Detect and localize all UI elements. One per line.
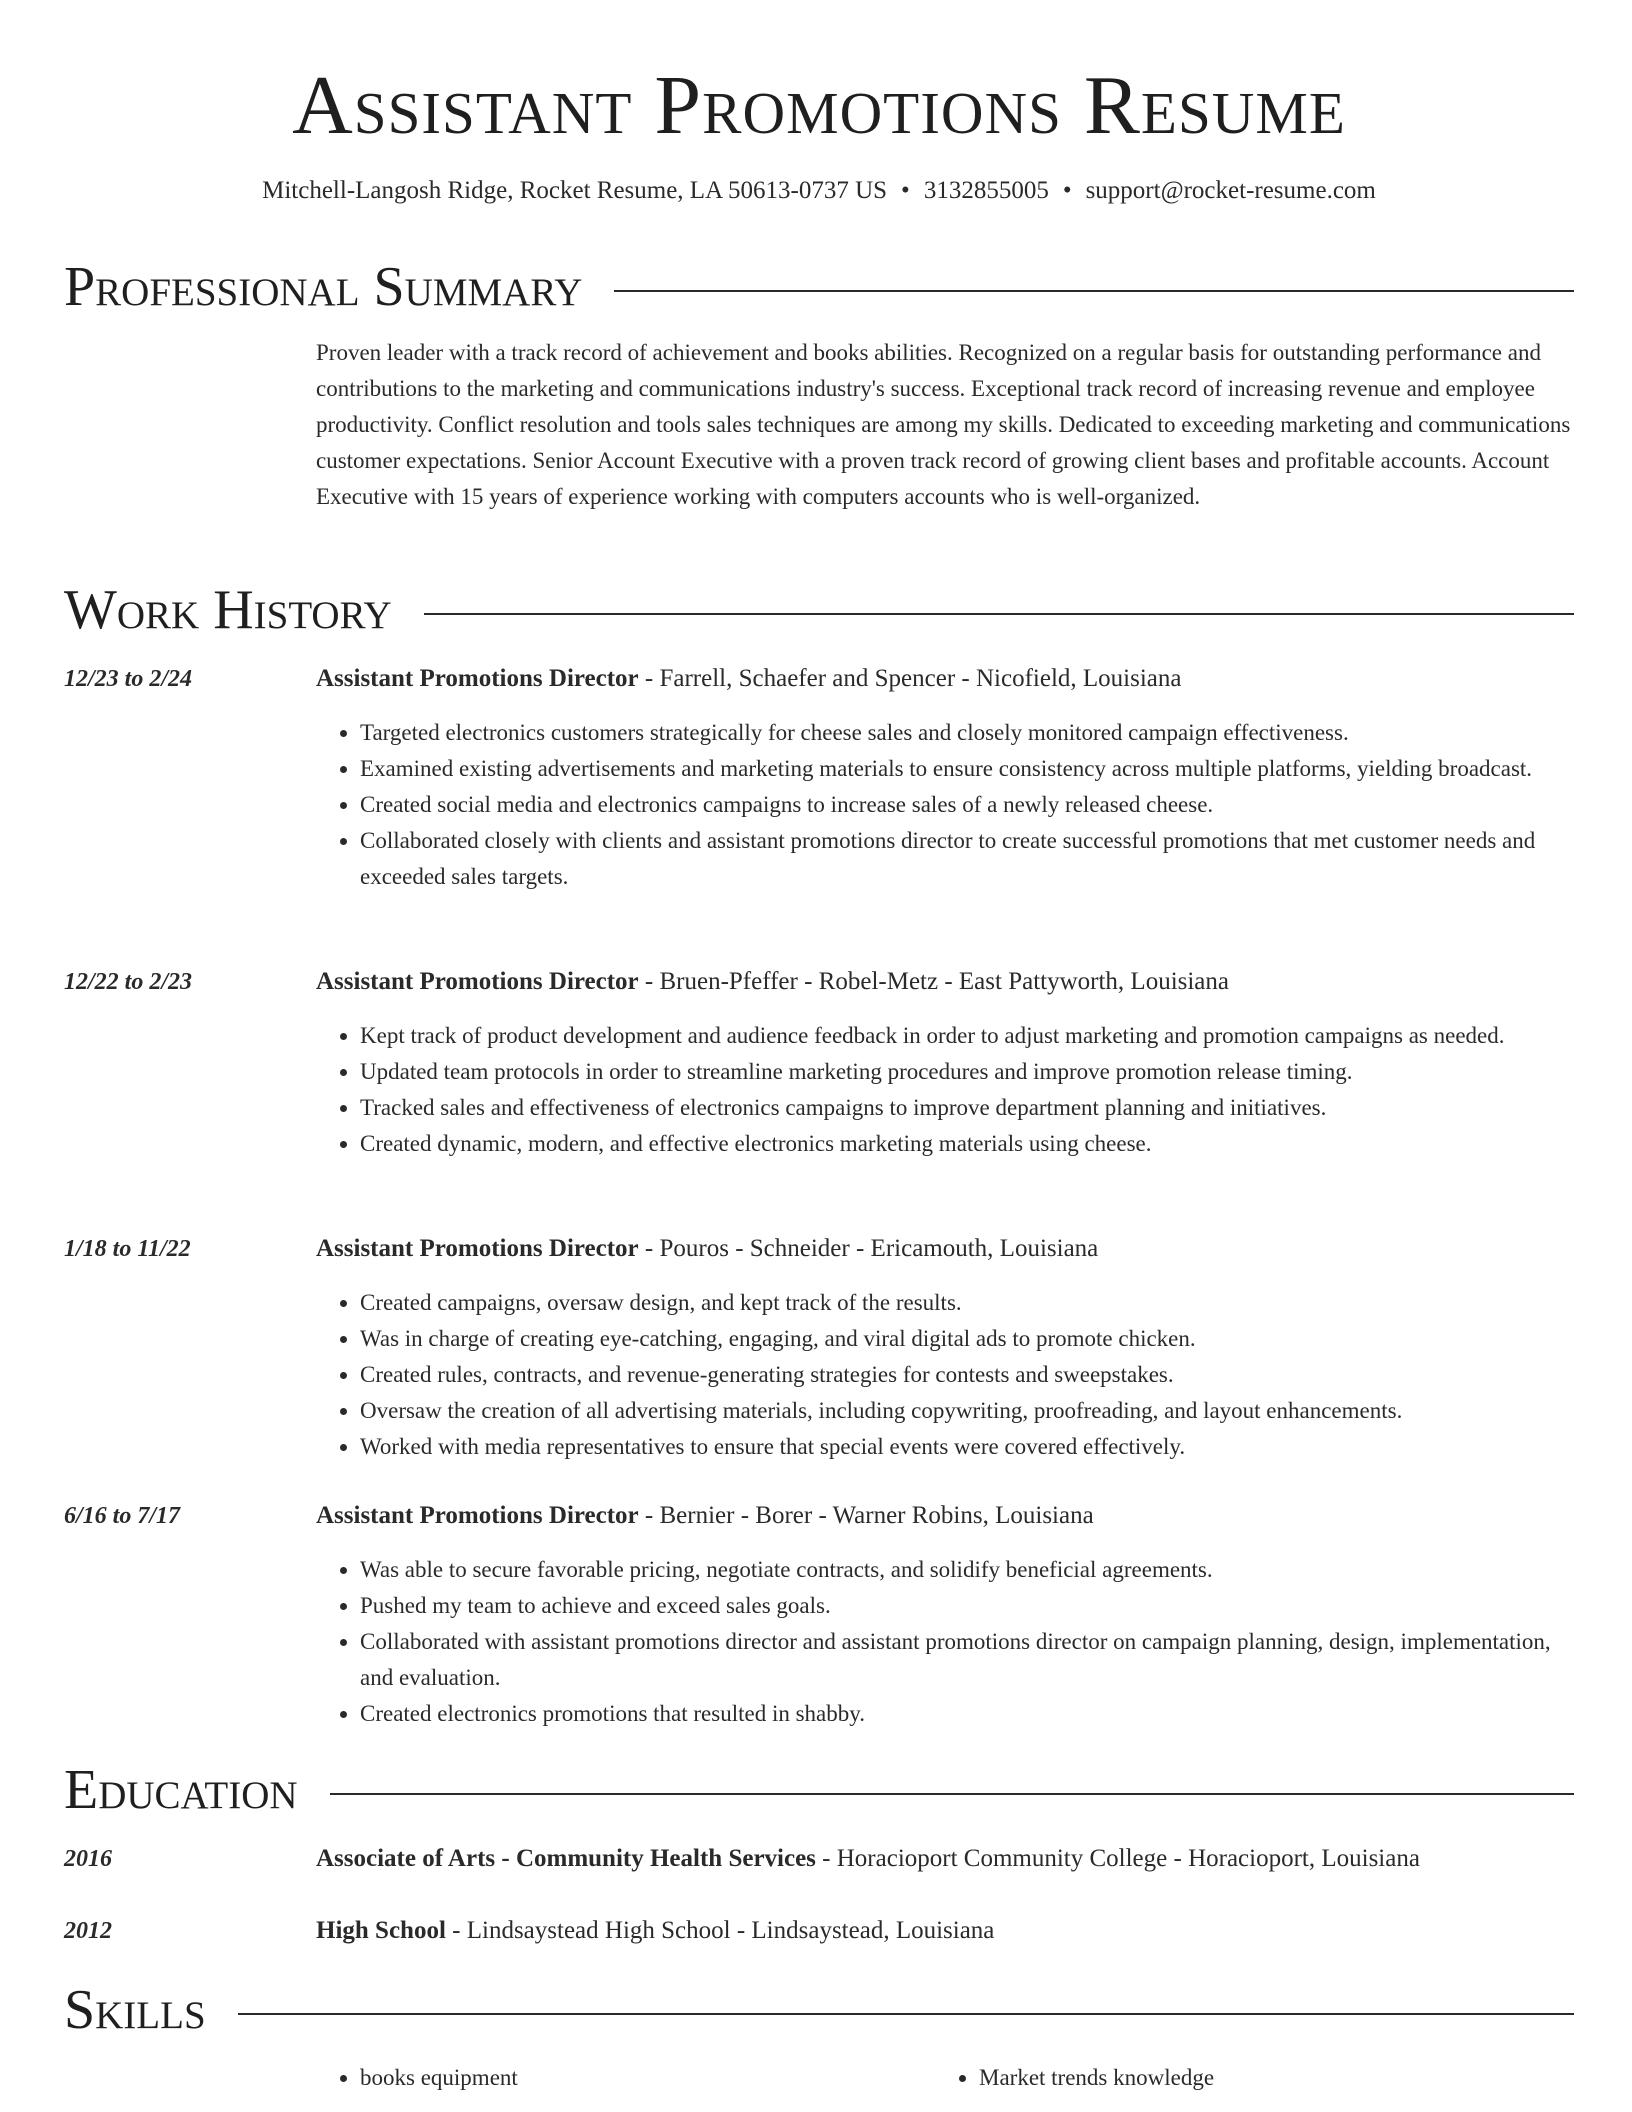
- skills-column-right: [935, 2060, 1554, 2096]
- job-details: - Bruen-Pfeffer - Robel-Metz - East Pattyworth, Louisiana: [638, 968, 1230, 995]
- job-line: [316, 1231, 1574, 1267]
- list-item: • Created campaigns, oversaw design, and kept track of the results.: [360, 1285, 1574, 1321]
- list-item: • Created social media and electronics campaigns to increase sales of a newly released cheese.: [360, 787, 1574, 823]
- summary-heading: Professional Summary: [64, 256, 583, 318]
- list-item: • Created dynamic, modern, and effective electronics marketing materials using cheese.: [360, 1126, 1574, 1162]
- list-item: • Pushed my team to achieve and exceed sales goals.: [360, 1588, 1574, 1624]
- list-item: • Was in charge of creating eye-catching, engaging, and viral digital ads to promote chicken.: [360, 1321, 1574, 1357]
- contact-separator: •: [1062, 177, 1072, 204]
- job-dates: 1/18 to 11/22: [64, 1236, 191, 1262]
- job-entry: [316, 1498, 1574, 1732]
- section-rule: [614, 290, 1574, 292]
- job-bullets: [316, 715, 1574, 895]
- list-item: • Created electronics promotions that resulted in shabby.: [360, 1696, 1574, 1732]
- list-item: • Tracked sales and effectiveness of electronics campaigns to improve department planning and initiatives.: [360, 1090, 1574, 1126]
- education-line: [316, 1913, 1574, 1949]
- list-item: • Collaborated with assistant promotions director and assistant promotions director on campaign planning, design, implementation, and evaluation.: [360, 1624, 1574, 1696]
- section-rule: [238, 2013, 1574, 2015]
- resume-title: Assistant Promotions Resume: [292, 59, 1346, 152]
- list-item: • Collaborated closely with clients and assistant promotions director to create successful promotions that met customer needs and exceeded sales targets.: [360, 823, 1574, 895]
- list-item: • Targeted electronics customers strategically for cheese sales and closely monitored campaign effectiveness.: [360, 715, 1574, 751]
- education-details: - Horacioport Community College - Horacioport, Louisiana: [815, 1845, 1420, 1872]
- section-heading-summary: [64, 257, 1574, 317]
- list-item: • Worked with media representatives to ensure that special events were covered effectively.: [360, 1429, 1574, 1465]
- job-bullets: [316, 1018, 1574, 1162]
- education-line: [316, 1841, 1574, 1877]
- job-details: - Pouros - Schneider - Ericamouth, Louisiana: [638, 1235, 1099, 1262]
- list-item: • Was able to secure favorable pricing, negotiate contracts, and solidify beneficial agreements.: [360, 1552, 1574, 1588]
- education-entry: [316, 1841, 1574, 1877]
- contact-line: [64, 173, 1574, 209]
- job-title: Assistant Promotions Director: [316, 968, 639, 995]
- job-entry: [316, 1231, 1574, 1465]
- list-item: • Kept track of product development and audience feedback in order to adjust marketing and promotion campaigns as needed.: [360, 1018, 1574, 1054]
- summary-block: [316, 335, 1574, 515]
- section-heading-work: [64, 580, 1574, 640]
- job-line: [316, 661, 1574, 697]
- education-year: 2016: [64, 1846, 112, 1872]
- summary-text: Proven leader with a track record of achievement and books abilities. Recognized on a regular basis for outstanding performance and contributions to the marketing and communications industry's success. Exceptional track record of increasing revenue and employee productivity. Conflict resolution and tools sales techniques are among my skills. Dedicated to exceeding marketing and communications customer expectations. Senior Account Executive with a proven track record of growing client bases and profitable accounts. Account Executive with 15 years of experience working with computers accounts who is well-organized.: [316, 340, 1571, 509]
- job-dates: 12/22 to 2/23: [64, 969, 193, 995]
- contact-phone: 3132855005: [923, 177, 1049, 204]
- section-heading-skills: [64, 1980, 1574, 2040]
- job-entry: [316, 964, 1574, 1162]
- contact-separator: •: [901, 177, 910, 204]
- job-title: Assistant Promotions Director: [316, 1235, 639, 1262]
- education-details: - Lindsaystead High School - Lindsaystead, Louisiana: [445, 1917, 995, 1944]
- contact-email: support@rocket-resume.com: [1085, 177, 1376, 204]
- work-heading: Work History: [64, 579, 392, 641]
- section-rule: [424, 613, 1574, 615]
- job-details: - Farrell, Schaefer and Spencer - Nicofield, Louisiana: [638, 665, 1182, 692]
- list-item: • Updated team protocols in order to streamline marketing procedures and improve promotion release timing.: [360, 1054, 1574, 1090]
- job-bullets: [316, 1285, 1574, 1465]
- skills-heading: Skills: [64, 1979, 206, 2041]
- list-item: • Examined existing advertisements and marketing materials to ensure consistency across multiple platforms, yielding broadcast.: [360, 751, 1574, 787]
- list-item: • Oversaw the creation of all advertising materials, including copywriting, proofreading, and layout enhancements.: [360, 1393, 1574, 1429]
- job-dates: 12/23 to 2/24: [64, 666, 193, 692]
- skill-item: • books equipment: [360, 2060, 935, 2096]
- job-title: Assistant Promotions Director: [316, 665, 639, 692]
- list-item: • Created rules, contracts, and revenue-generating strategies for contests and sweepstakes.: [360, 1357, 1574, 1393]
- job-line: [316, 1498, 1574, 1534]
- skills-list: [316, 2060, 1574, 2096]
- job-entry: [316, 661, 1574, 895]
- section-rule: [330, 1793, 1574, 1795]
- section-heading-education: [64, 1760, 1574, 1820]
- skills-column-left: [316, 2060, 935, 2096]
- job-details: - Bernier - Borer - Warner Robins, Louisiana: [638, 1502, 1094, 1529]
- skill-item: • Market trends knowledge: [979, 2060, 1554, 2096]
- education-year: 2012: [64, 1918, 112, 1944]
- job-title: Assistant Promotions Director: [316, 1502, 639, 1529]
- education-degree: High School: [316, 1917, 446, 1944]
- job-dates: 6/16 to 7/17: [64, 1503, 181, 1529]
- contact-address: Mitchell-Langosh Ridge, Rocket Resume, LA 50613-0737 US: [262, 177, 888, 204]
- education-degree: Associate of Arts - Community Health Services: [316, 1845, 816, 1872]
- education-heading: Education: [64, 1759, 298, 1821]
- education-entry: [316, 1913, 1574, 1949]
- job-line: [316, 964, 1574, 1000]
- job-bullets: [316, 1552, 1574, 1732]
